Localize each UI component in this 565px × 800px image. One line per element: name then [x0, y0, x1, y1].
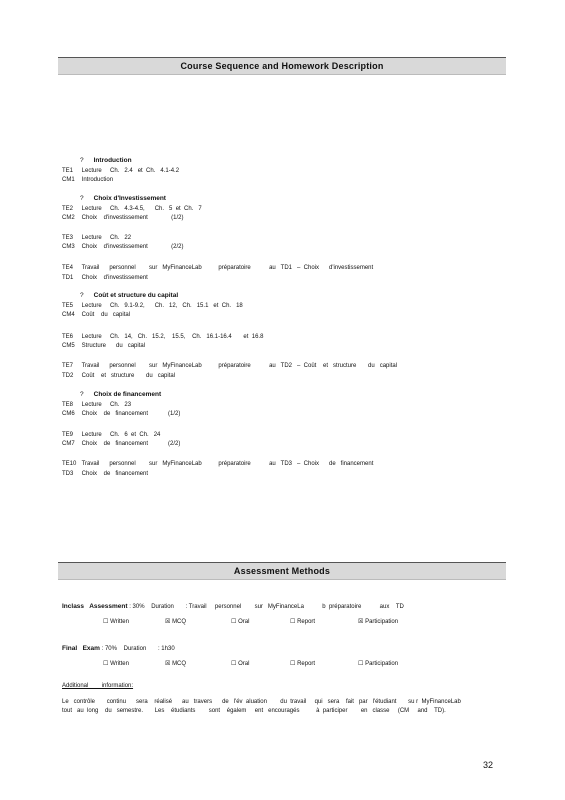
checkbox-report[interactable]: ☐ Report	[290, 661, 316, 667]
list-item: TE4 Travail personnel sur MyFinanceLab préparatoire au TD1 – Choix d'investissement	[62, 265, 374, 271]
additional-info-text: tout au long du semestre. Les étudiants sont égalem ent encouragés à participer en classe (CM and TD).	[62, 708, 446, 714]
list-item: TD3 Choix de financement	[62, 471, 149, 477]
list-item: CM3 Choix d'investissement (2/2)	[62, 244, 184, 250]
section-title-introduction: ? Introduction	[80, 157, 132, 164]
checkbox-participation[interactable]: ☒ Participation	[358, 619, 399, 625]
list-item: TE3 Lecture Ch. 22	[62, 235, 132, 241]
list-item: CM1 Introduction	[62, 177, 114, 183]
checkbox-mcq[interactable]: ☒ MCQ	[165, 619, 187, 625]
section-title-financement: ? Choix de financement	[80, 391, 162, 398]
list-item: TE5 Lecture Ch. 9.1-9.2, Ch. 12, Ch. 15.1 et Ch. 18	[62, 303, 243, 309]
page-number: 32	[483, 760, 494, 770]
additional-info-text: Le contrôle continu sera réalisé au travers de l'év aluation du travail qui sera fait par l'étudiant su r MyFinanceLab	[62, 699, 461, 705]
additional-info-label: Additional information:	[62, 683, 134, 689]
course-sequence-header: Course Sequence and Homework Description	[58, 57, 506, 75]
list-item: TE2 Lecture Ch. 4.3-4.5, Ch. 5 et Ch. 7	[62, 206, 202, 212]
list-item: TE7 Travail personnel sur MyFinanceLab préparatoire au TD2 – Coût et structure du capital	[62, 363, 398, 369]
list-item: CM4 Coût du capital	[62, 312, 131, 318]
list-item: CM2 Choix d'investissement (1/2)	[62, 215, 184, 221]
final-exam-line: Final Exam : 70% Duration : 1h30	[62, 645, 175, 652]
checkbox-report[interactable]: ☐ Report	[290, 619, 316, 625]
checkbox-written[interactable]: ☐ Written	[103, 619, 129, 625]
checkbox-oral[interactable]: ☐ Oral	[231, 619, 250, 625]
list-item: TE9 Lecture Ch. 6 et Ch. 24	[62, 432, 161, 438]
list-item: CM6 Choix de financement (1/2)	[62, 411, 181, 417]
assessment-methods-header: Assessment Methods	[58, 562, 506, 580]
checkbox-participation[interactable]: ☐ Participation	[358, 661, 399, 667]
list-item: CM5 Structure du capital	[62, 343, 146, 349]
list-item: TD2 Coût et structure du capital	[62, 373, 176, 379]
list-item: TE10 Travail personnel sur MyFinanceLab préparatoire au TD3 – Choix de financement	[62, 461, 374, 467]
checkbox-written[interactable]: ☐ Written	[103, 661, 129, 667]
list-item: TE8 Lecture Ch. 23	[62, 402, 132, 408]
inclass-assessment-line: Inclass Assessment : 30% Duration : Travail personnel sur MyFinanceLa b préparatoire aux TD	[62, 603, 404, 610]
list-item: TE6 Lecture Ch. 14, Ch. 15.2, 15.5, Ch. 16.1-16.4 et 16.8	[62, 334, 264, 340]
checkbox-oral[interactable]: ☐ Oral	[231, 661, 250, 667]
list-item: TD1 Choix d'investissement	[62, 275, 148, 281]
checkbox-mcq[interactable]: ☒ MCQ	[165, 661, 187, 667]
list-item: CM7 Choix de financement (2/2)	[62, 441, 181, 447]
section-title-investissement: ? Choix d'Investissement	[80, 195, 166, 202]
section-title-cout-capital: ? Coût et structure du capital	[80, 292, 179, 299]
list-item: TE1 Lecture Ch. 2.4 et Ch. 4.1-4.2	[62, 168, 180, 174]
